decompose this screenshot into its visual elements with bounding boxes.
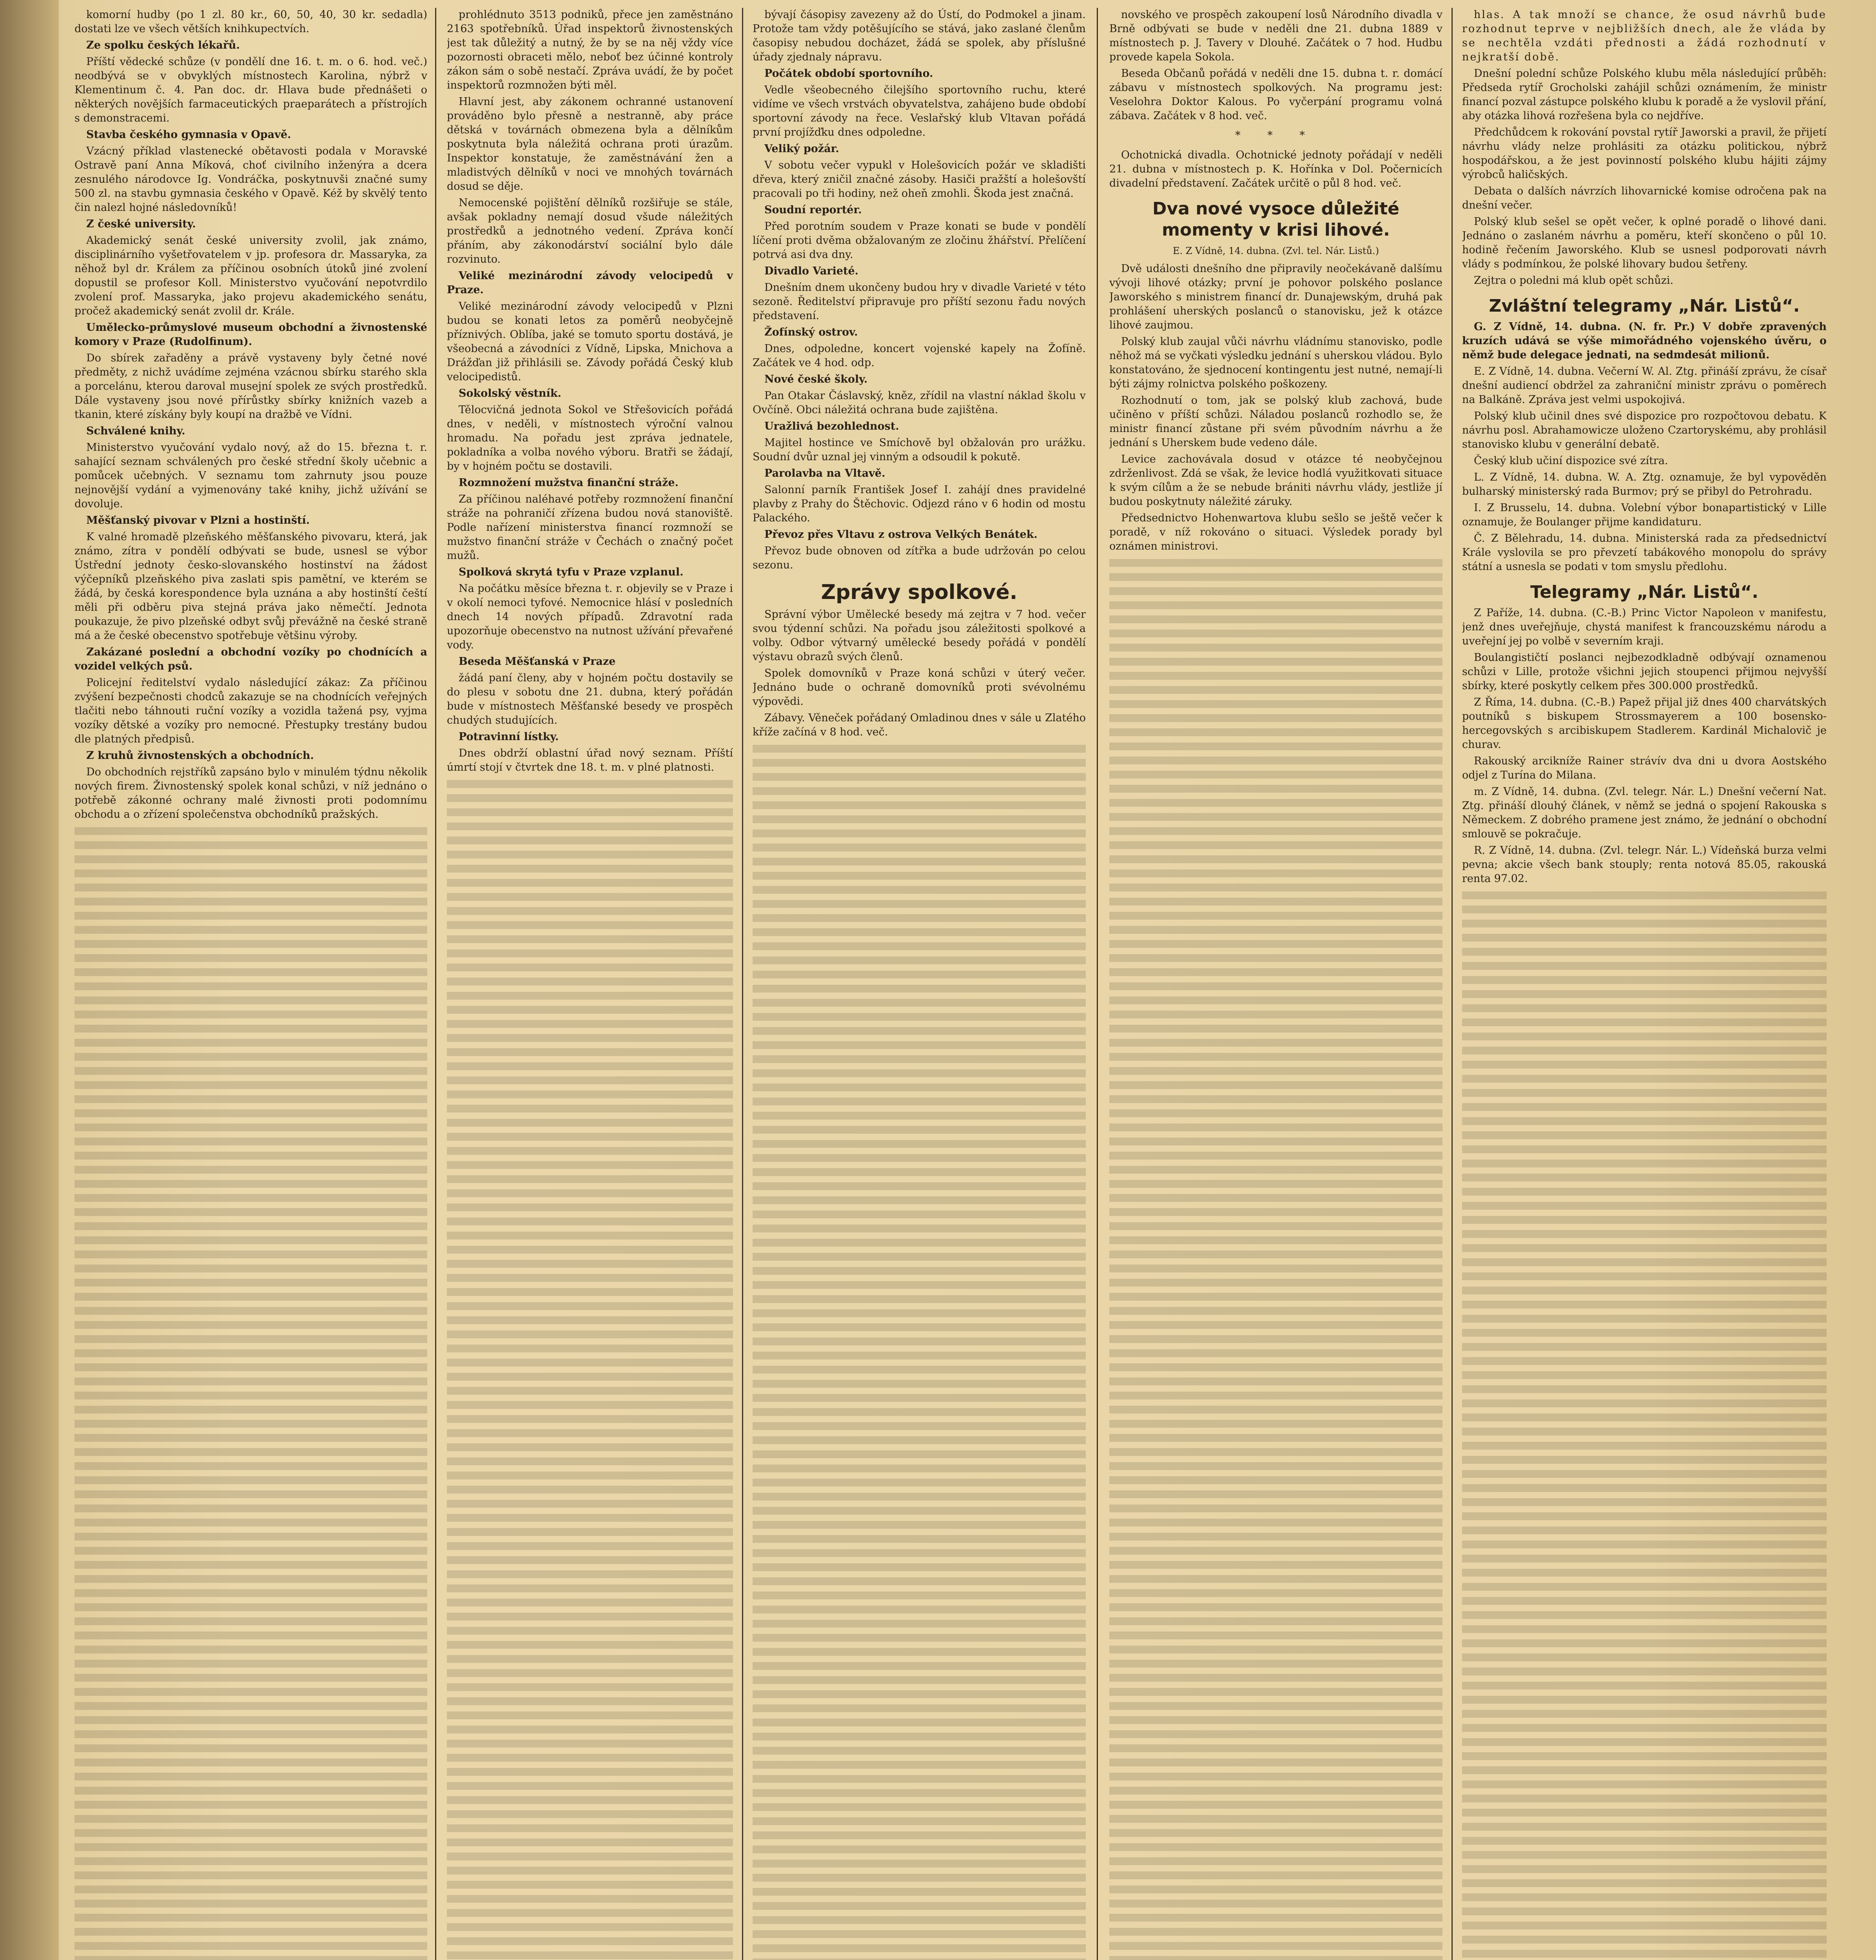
paragraph: Levice zachovávala dosud v otázce té neobyčejnou zdrženlivost. Zdá se však, že levice hodlá využitkovati situace k svým cílům a že se nebude brániti návrhu vlády, jestliže jí budou poskytnuty náležité záruky. <box>1109 453 1442 508</box>
paragraph: žádá paní členy, aby v hojném počtu dostavily se do plesu v sobotu dne 21. dubna, který pořádán bude v místnostech Měšťanské besedy ve prospěch chudých studujících. <box>447 672 733 726</box>
paragraph: Před porotním soudem v Praze konati se bude v pondělí líčení proti dvěma obžalovaným ze zločinu žhářství. Přelíčení potrvá asi dva dny. <box>753 220 1086 261</box>
paragraph: Nemocenské pojištění dělníků rozšiřuje se stále, avšak pokladny nemají dosud všude náležitých prostředků a jednotného vedení. Zpráva končí přáním, aby zákonodárství sociální bylo dále rozvinuto. <box>447 197 733 265</box>
telegram-item: Č. Z Bělehradu, 14. dubna. Ministerská rada za předsednictví Krále vyslovila se pro převzetí tabákového monopolu do správy státní a usnesla se podati v tom smyslu předlohu. <box>1462 532 1827 573</box>
paragraph: Vzácný příklad vlastenecké obětavosti podala v Moravské Ostravě paní Anna Míková, choť civilního inženýra a dcera zesnulého národovce Ig. Vondráčka, poskytnuvši značné sumy 500 zl. na stavbu gymnasia českého v Opavě. Kéž by skvělý tento čin nalezl hojné následovníků! <box>74 145 427 214</box>
paragraph: Beseda Občanů pořádá v neděli dne 15. dubna t. r. domácí zábavu v místnostech spolkových. Na programu jest: Veselohra Doktor Kalous. Po vyčerpání programu volná zábava. Začátek v 8 hod. več. <box>1109 67 1442 122</box>
article-subheading: Veliký požár. <box>764 143 839 155</box>
dateline: E. Z Vídně, 14. dubna. (Zvl. tel. Nár. Listů.) <box>1172 245 1379 256</box>
telegram-item: G. Z Vídně, 14. dubna. (N. fr. Pr.) V dobře zpravených kruzích udává se výše mimořádného vojenského úvěru, o němž bude delegace jednati, na sedmdesát milionů. <box>1462 321 1827 361</box>
telegram-item: Z Říma, 14. dubna. (C.-B.) Papež přijal již dnes 400 charvátských poutníků s biskupem Strossmayerem a 100 bosensko-hercegovských s arcibiskupem Stadlerem. Kardinál Michalovič je churav. <box>1462 696 1827 751</box>
telegram-item: R. Z Vídně, 14. dubna. (Zvl. telegr. Nár. L.) Vídeňská burza velmi pevna; akcie všech bank stouply; renta notová 85.05, rakouská renta 97.02. <box>1462 844 1827 885</box>
article-subheading: Schválené knihy. <box>86 425 185 437</box>
telegram-item: Rakouský arcikníže Rainer strávív dva dni u dvora Aostského odjel z Turína do Milana. <box>1462 755 1827 781</box>
section-heading-telegramy: Telegramy „Nár. Listů“. <box>1530 582 1758 602</box>
article-subheading: Z kruhů živnostenských a obchodních. <box>86 750 314 762</box>
paragraph: novského ve prospěch zakoupení losů Národního divadla v Brně odbývati se bude v neděli dne 21. dubna 1889 v místnostech p. J. Tavery v Dlouhé. Začátek o 7 hod. Hudbu provede kapela Sokola. <box>1109 9 1442 63</box>
article-subheading: Rozmnožení mužstva finanční stráže. <box>459 477 679 489</box>
column-4 <box>1109 8 1442 1960</box>
paragraph: V sobotu večer vypukl v Holešovicích požár ve skladišti dřeva, který zničil značné zásoby. Hasiči pražští a holešovští pracovali po tři hodiny, než oheň zmohli. Škoda jest značná. <box>753 159 1086 200</box>
paragraph: Dnešní polední schůze Polského klubu měla následující průběh: Předseda rytíř Grocholski zahájil schůzi oznámením, že ministr financí pozval zástupce polského klubu k poradě a že vyslovil přání, aby otázka lihová rozřešena byla co nejdříve. <box>1462 67 1827 122</box>
paragraph: K valné hromadě plzeňského měšťanského pivovaru, která, jak známo, zítra v pondělí odbývati se bude, usnesl se výbor Ústřední jednoty česko-slovanského hostinství na žádost výčepníků plzeňského piva zaslati spis pamětní, ve kterém se žádá, by česká korespondence byla uznána a aby hostinští čeští měli při odběru piva stejná práva jako němečtí. Jednota poukazuje, že pivo plzeňské odbyt svůj převážně na české straně má a že české obecenstvo spotřebuje většinu výroby. <box>74 531 427 642</box>
text-block-continued <box>447 777 733 1960</box>
section-heading-spolkove: Zprávy spolkové. <box>821 581 1018 604</box>
paragraph: Dnes obdrží oblastní úřad nový seznam. Příští úmrtí stojí v čtvrtek dne 18. t. m. v plné platnosti. <box>447 747 733 773</box>
article-subheading: Měšťanský pivovar v Plzni a hostinští. <box>86 514 310 526</box>
paragraph: Rozhodnutí o tom, jak se polský klub zachová, bude učiněno v příští schůzi. Náladou poslanců rozhodlo se, že ministr financí zůstane při svém původním návrhu a že jednání s Uherskem bude vedeno dále. <box>1109 394 1442 449</box>
paragraph: hlas. A tak množí se chance, že osud návrhů bude rozhodnut teprve v nejbližších dnech, ale že vláda by se nechtěla vzdáti přednosti a žádá rozhodnutí v nejkratší době. <box>1462 9 1827 63</box>
paragraph: Dvě události dnešního dne připravily neočekávaně dalšímu vývoji lihové otázky; první je pohovor polského poslance Jaworského s ministrem financí dr. Dunajewským, druhá pak prohlášení uherských poslanců o stanovisku, jež k otázce lihové zaujmou. <box>1109 263 1442 331</box>
telegram-item: Polský klub učinil dnes své dispozice pro rozpočtovou debatu. K návrhu posl. Abrahamowicze uloženo Czartoryskému, aby prohlásil stanovisko klubu v generální debatě. <box>1462 410 1827 450</box>
column-rule <box>1097 8 1098 1960</box>
column-rule <box>742 8 743 1960</box>
text-block-continued <box>1109 556 1442 1960</box>
column-1 <box>74 8 427 1960</box>
text-block-continued <box>1462 888 1827 1960</box>
paragraph: Spolek domovníků v Praze koná schůzi v úterý večer. Jednáno bude o ochraně domovníků proti svévolnému výpovědi. <box>753 667 1086 708</box>
paragraph: Debata o dalších návrzích lihovarnické komise odročena pak na dnešní večer. <box>1462 185 1827 211</box>
telegram-item: L. Z Vídně, 14. dubna. W. A. Ztg. oznamuje, že byl vypověděn bulharský ministerský rada Burmov; prý se přibyl do Petrohradu. <box>1462 471 1827 497</box>
column-rule <box>435 8 436 1960</box>
paragraph: Veliké mezinárodní závody velocipedů v Plzni budou se konati letos za poměrů neobyčejně příznivých. Oblíba, jaké se tomuto sportu dostává, je všeobecná a závodníci z Vídně, Lipska, Mnichova a Drážďan již přihlásili se. Závody pořádá Český klub velocipedistů. <box>447 300 733 383</box>
paragraph: Předchůdcem k rokování povstal rytíř Jaworski a pravil, že přijetí návrhu vlády nelze prohlásiti za otázku politickou, nýbrž hospodářskou, a že jest povinností polského klubu hájiti zájmy výrobců haličských. <box>1462 126 1827 181</box>
article-subheading: Uražlivá bezohlednost. <box>764 420 899 432</box>
paragraph: Ministerstvo vyučování vydalo nový, až do 15. března t. r. sahající seznam schválených pro české střední školy učebnic a pomůcek učebných. V seznamu tom zahrnuty jsou pouze nejnovější vydání a vyjmenovány také knihy, jichž užívání se dovoluje. <box>74 441 427 510</box>
paragraph: Hlavní jest, aby zákonem ochranné ustanovení prováděno bylo přesně a nestranně, aby práce dětská v továrnách obmezena byla a dělníkům poskytnuta byla náležitá ochrana proti úrazům. Inspektor konstatuje, že zaměstnávání žen a mladistvých dělníků v noci ve mnohých továrnách dosud se děje. <box>447 96 733 192</box>
column-2 <box>447 8 733 1960</box>
paragraph: Do sbírek zařaděny a právě vystaveny byly četné nové předměty, z nichž uvádíme zejména vzácnou sbírku starého skla a porcelánu, kterou daroval musejní spolek ze svých prostředků. Dále vystaveny jsou nové přírůstky sbírky knižních vazeb a tkanin, které získány byly koupí na dražbě ve Vídni. <box>74 352 427 421</box>
text-block-continued <box>753 742 1086 1960</box>
article-subheading: Počátek období sportovního. <box>764 67 933 80</box>
paragraph: Zejtra o poledni má klub opět schůzi. <box>1474 274 1674 287</box>
paragraph: prohlédnuto 3513 podniků, přece jen zaměstnáno 2163 spotřebníků. Úřad inspektorů živnostenských jest tak důležitý a nutný, že by se na něj vždy více pozornosti obraceti mělo, neboť bez účinné kontroly zákon sám o sobě nestačí. Zpráva uvádí, že by počet inspektorů rozmnožen býti měl. <box>447 9 733 91</box>
paragraph: Vedle všeobecného čilejšího sportovního ruchu, které vidíme ve všech vrstvách obyvatelstva, zahájeno bude období sportovní závody na řece. Veslařský klub Vltavan pořádá první projížďku dnes odpoledne. <box>753 84 1086 138</box>
telegram-item: E. Z Vídně, 14. dubna. Večerní W. Al. Ztg. přináší zprávu, že císař dnešní audiencí obdržel za zahraniční ministr zprávu o poměrech na Balkáně. Zpráva jest velmi uspokojivá. <box>1462 365 1827 406</box>
paragraph: Salonní parník František Josef I. zahájí dnes pravidelné plavby z Prahy do Štěchovic. Odjezd ráno v 6 hodin od mostu Palackého. <box>753 484 1086 524</box>
article-subheading: Spolková skrytá tyfu v Praze vzplanul. <box>459 566 684 578</box>
article-subheading: Ze spolku českých lékařů. <box>86 39 240 51</box>
paragraph: Policejní ředitelství vydalo následující zákaz: Za příčinou zvýšení bezpečnosti chodců zakazuje se na chodnících veřejných tlačiti nebo táhnouti ruční vozíky a vozidla tažená psy, vyjma vozíky dětské a vozíky pro nemocné. Přestupky trestány budou dle platných předpisů. <box>74 677 427 745</box>
column-rule <box>1451 8 1453 1960</box>
telegram-item: Z Paříže, 14. dubna. (C.-B.) Princ Victor Napoleon v manifestu, jenž dnes uveřejňuje, chystá manifest k francouzskému národu a uveřejní jej po volbě v severním kraji. <box>1462 607 1827 647</box>
paragraph: Příští vědecké schůze (v pondělí dne 16. t. m. o 6. hod. več.) neodbývá se v obvyklých místnostech Karolina, nýbrž v Klementinum č. 4. Pan doc. dr. Hlava bude přednášeti o některých novějších farmaceutických praeparátech a přístrojích s demonstracemi. <box>74 56 427 124</box>
article-subheading: Z české university. <box>86 218 196 230</box>
paragraph: Zábavy. Věneček pořádaný Omladinou dnes v sále u Zlatého kříže začíná v 8 hod. več. <box>753 712 1086 738</box>
article-subheading: Stavba českého gymnasia v Opavě. <box>86 129 291 141</box>
paragraph: Správní výbor Umělecké besedy má zejtra v 7 hod. večer svou týdenní schůzi. Na pořadu jsou záležitosti spolkové a volby. Odbor výtvarný umělecké besedy pořádá v pondělí výstavu obrazů svých členů. <box>753 608 1086 663</box>
paragraph: Na počátku měsíce března t. r. objevily se v Praze i v okolí nemoci tyfové. Nemocnice hlásí v posledních dnech 14 nových případů. Zdravotní rada upozorňuje obecenstvo na nutnost užívání převařené vody. <box>447 583 733 651</box>
telegram-item: m. Z Vídně, 14. dubna. (Zvl. telegr. Nár. L.) Dnešní večerní Nat. Ztg. přináší dlouhý článek, v němž se jedná o spojení Rakouska s Německem. Z dobrého pramene jest známo, že jednání o obchodní smlouvě se pokračuje. <box>1462 786 1827 840</box>
section-heading-lihova-krise: Dva nové vysoce důležité momenty v krisi lihové. <box>1152 199 1399 240</box>
paragraph: Akademický senát české university zvolil, jak známo, disciplinárního vyšetřovatelem v jp. profesora dr. Massaryka, za něhož byl dr. Králem za příčinou osobních útoků jiné zvolení dopustil se profesor Koll. Ministerstvo vyučování nepotvrdilo zvolení prof. Massaryka, jako projevu akademického senátu, pročež akademický senát zvolil dr. Krále. <box>74 234 427 317</box>
telegram-item: Český klub učiní dispozice své zítra. <box>1474 455 1668 467</box>
article-subheading: Beseda Měšťanská v Praze <box>459 655 616 668</box>
paragraph: Majitel hostince ve Smíchově byl obžalován pro urážku. Soudní dvůr uznal jej vinným a odsoudil k pokutě. <box>753 437 1086 463</box>
article-subheading: Zakázané poslední a obchodní vozíky po chodnících a vozidel velkých psů. <box>74 646 427 672</box>
paragraph: bývají čásopisy zavezeny až do Ústí, do Podmokel a jinam. Protože tam vždy potěšujícího se stává, jako zaslané členům časopisy nebudou docházet, žádá se spolek, aby příslušné úřady zjednaly nápravu. <box>753 9 1086 63</box>
paragraph: Pan Otakar Čáslavský, kněz, zřídil na vlastní náklad školu v Ovčíně. Obci náležitá ochrana bude zajištěna. <box>753 390 1086 416</box>
section-heading-zvlastni-telegramy: Zvláštní telegramy „Nár. Listů“. <box>1489 296 1800 316</box>
paragraph: Dnes, odpoledne, koncert vojenské kapely na Žofíně. Začátek ve 4 hod. odp. <box>753 343 1086 369</box>
article-subheading: Umělecko-průmyslové museum obchodní a živnostenské komory v Praze (Rudolfinum). <box>74 321 427 348</box>
paragraph: Za příčinou naléhavé potřeby rozmnožení finanční stráže na pohraničí zřízena budou nová stanoviště. Podle nařízení ministerstva financí rozmnoží se mužstvo finanční stráže v Čechách o značný počet mužů. <box>447 493 733 562</box>
article-subheading: Veliké mezinárodní závody velocipedů v Praze. <box>447 270 733 296</box>
article-subheading: Parolavba na Vltavě. <box>764 467 885 479</box>
paragraph: komorní hudby (po 1 zl. 80 kr., 60, 50, 40, 30 kr. sedadla) dostati lze ve všech větších knihkupectvích. <box>74 9 427 35</box>
paragraph: Převoz bude obnoven od zítřka a bude udržován po celou sezonu. <box>753 545 1086 571</box>
paragraph: Ochotnická divadla. Ochotnické jednoty pořádají v neděli 21. dubna v místnostech p. K. Hořínka v Dol. Počernicích divadelní představení. Začátek určitě o půl 8 hod. več. <box>1109 149 1442 189</box>
paragraph: Do obchodních rejstříků zapsáno bylo v minulém týdnu několik nových firem. Živnostenský spolek konal schůzi, v níž jednáno o potřebě zákonné ochrany malé živnosti proti podomnímu obchodu a o zřízení společenstva obchodníků pražských. <box>74 766 427 820</box>
article-subheading: Divadlo Varieté. <box>764 265 859 277</box>
paragraph: Předsednictvo Hohenwartova klubu sešlo se ještě večer k poradě, v níž rokováno o situaci. Výsledek porady byl oznámen ministrovi. <box>1109 512 1442 552</box>
article-subheading: Nové české školy. <box>764 373 868 385</box>
section-divider-stars: * * * <box>1235 129 1317 142</box>
article-subheading: Žofínský ostrov. <box>764 326 858 338</box>
paragraph: Dnešním dnem ukončeny budou hry v divadle Varieté v této sezoně. Ředitelství připravuje pro příští sezonu řadu nových představení. <box>753 281 1086 322</box>
paragraph: Polský klub zaujal vůči návrhu vládnímu stanovisko, podle něhož má se vyčkati výsledku jednání s uherskou vládou. Bylo konstatováno, že sjednocení kontingentu jest nutné, nemají-li býti zájmy rolnictva polského poškozeny. <box>1109 336 1442 390</box>
paragraph: Polský klub sešel se opět večer, k oplné poradě o lihové dani. Jednáno o zaslaném návrhu a poměru, kteří skončeno o půl 10. hodině řečením Jaworského. Klub se usnesl podporovati návrh vlády s podmínkou, že polské lihovary budou šetřeny. <box>1462 216 1827 270</box>
article-subheading: Soudní reportér. <box>764 204 862 216</box>
page-binding-edge <box>0 0 59 1960</box>
article-subheading: Sokolský věstník. <box>459 387 562 399</box>
telegram-item: I. Z Brusselu, 14. dubna. Volební výbor bonapartistický v Lille oznamuje, že Boulanger přijme kandidaturu. <box>1462 502 1827 528</box>
column-3 <box>753 8 1086 1960</box>
article-subheading: Převoz přes Vltavu z ostrova Velkých Benátek. <box>764 528 1038 541</box>
column-5 <box>1462 8 1827 1960</box>
paragraph: Tělocvičná jednota Sokol ve Střešovicích pořádá dnes, v neděli, v místnostech výroční valnou hromadu. Na pořadu jest zpráva jednatele, pokladníka a volba nového výboru. Bratři se žádají, by v hojném počtu se dostavili. <box>447 404 733 472</box>
telegram-item: Boulangističtí poslanci nejbezodkladně odbývají oznamenou schůzi v Lille, protože všichni jejich stoupenci přijmou nejvyšší sbírky, které poskytly celkem přes 300.000 prostředků. <box>1462 652 1827 692</box>
article-subheading: Potravinní lístky. <box>459 731 559 743</box>
text-block-continued <box>74 824 427 1960</box>
